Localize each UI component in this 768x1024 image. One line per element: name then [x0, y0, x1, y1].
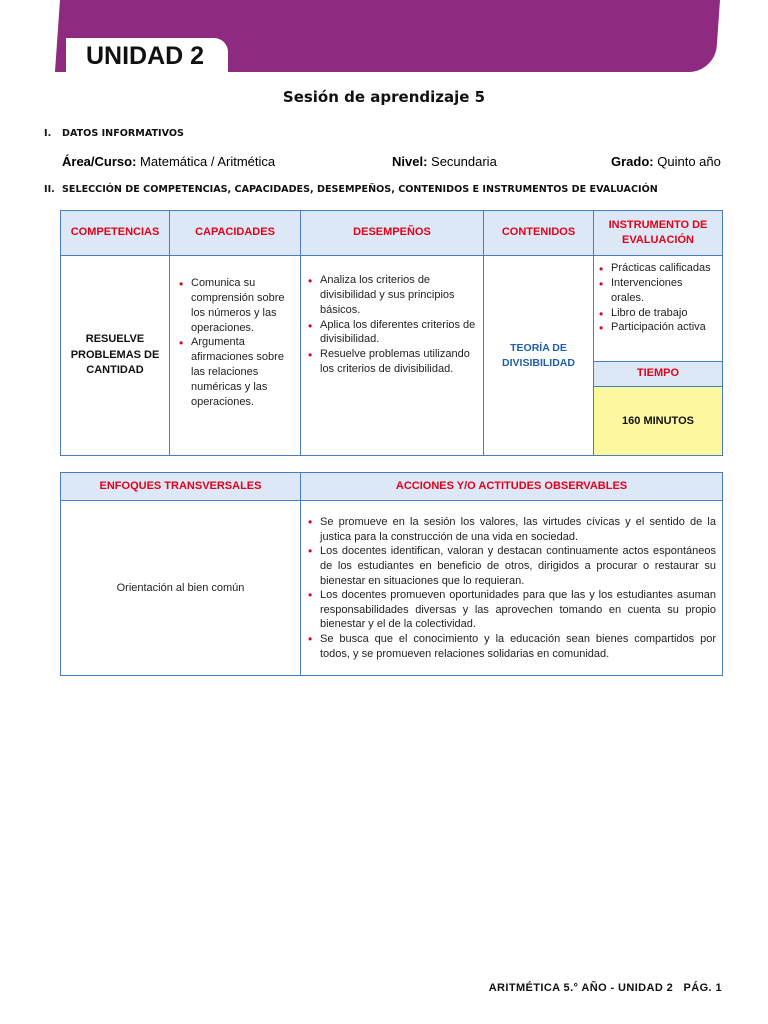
session-title: Sesión de aprendizaje 5: [282, 88, 486, 106]
accion-item: • Los docentes identifican, valoran y destacan continuamente actos espontáneos de los estudiantes en beneficio de otros, dirigidos a procurar o restaurar su bienestar en situaciones que lo requieran.: [307, 544, 716, 588]
grado-value: Quinto año: [657, 154, 721, 169]
instrumento-item: • Participación activa: [598, 320, 718, 335]
accion-item: • Se busca que el conocimiento y la educación sean bienes compartidos por todos, y se promueven relaciones solidarias en comunidad.: [307, 632, 716, 661]
tiempo-header: TIEMPO: [593, 361, 723, 387]
desempenos-cell: [300, 255, 484, 456]
level: [392, 154, 497, 169]
area-course: [62, 154, 275, 169]
section-2-number: II.: [44, 184, 55, 195]
competencies-table: [60, 210, 723, 456]
header-enfoques: ENFOQUES TRANSVERSALES: [60, 472, 301, 501]
header-instrumento: INSTRUMENTO DE EVALUACIÓN: [593, 210, 723, 256]
capacidad-item: • Argumenta afirmaciones sobre las relaciones numéricas y las operaciones.: [178, 335, 294, 409]
contenido-text: TEORÍA DE DIVISIBILIDAD: [502, 341, 575, 369]
section-1-heading: [44, 128, 184, 139]
instrumento-item: • Intervenciones orales.: [598, 276, 718, 306]
acciones-cell: [300, 500, 723, 676]
enfoque-text: Orientación al bien común: [116, 581, 245, 594]
header-desempenos: DESEMPEÑOS: [300, 210, 484, 256]
header-acciones: ACCIONES Y/O ACTITUDES OBSERVABLES: [300, 472, 723, 501]
accion-item: • Se promueve en la sesión los valores, las virtudes cívicas y el sentido de la justica para la construcción de una vida en sociedad.: [307, 515, 716, 544]
instrumento-item: • Libro de trabajo: [598, 306, 718, 321]
section-1-title: DATOS INFORMATIVOS: [62, 128, 184, 139]
section-2-title: SELECCIÓN DE COMPETENCIAS, CAPACIDADES, DESEMPEÑOS, CONTENIDOS E INSTRUMENTOS DE EVALUACIÓN: [62, 184, 658, 195]
nivel-value: Secundaria: [431, 154, 497, 169]
contenido-cell: [483, 255, 594, 456]
transversal-table: [60, 472, 723, 676]
tiempo-value: 160 MINUTOS: [593, 386, 723, 456]
nivel-label: Nivel:: [392, 154, 428, 169]
instrumento-item: • Prácticas calificadas: [598, 261, 718, 276]
section-1-number: I.: [44, 128, 52, 139]
section-2-heading: [44, 184, 658, 195]
info-row: [0, 154, 768, 172]
accion-item: • Los docentes promueven oportunidades para que las y los estudiantes asuman responsabilidades diversas y las aprovechen tomando en cuenta su propio bienestar y el de la colectividad.: [307, 588, 716, 632]
unit-title: UNIDAD 2: [86, 42, 205, 70]
header-capacidades: CAPACIDADES: [169, 210, 301, 256]
grado-label: Grado:: [611, 154, 654, 169]
competencia-cell: RESUELVE PROBLEMAS DE CANTIDAD: [60, 255, 170, 456]
desempeno-item: • Analiza los criterios de divisibilidad y sus principios básicos.: [307, 273, 477, 318]
enfoque-cell: [60, 500, 301, 676]
header-contenidos: CONTENIDOS: [483, 210, 594, 256]
desempeno-item: • Resuelve problemas utilizando los criterios de divisibilidad.: [307, 347, 477, 377]
page-footer: ARITMÉTICA 5.° AÑO - UNIDAD 2 PÁG. 1: [488, 982, 722, 994]
area-value: Matemática / Aritmética: [140, 154, 276, 169]
grade: [611, 154, 721, 169]
capacidades-cell: [169, 255, 301, 456]
area-label: Área/Curso:: [62, 154, 137, 169]
desempeno-item: • Aplica los diferentes criterios de divisibilidad.: [307, 318, 477, 348]
header-competencias: COMPETENCIAS: [60, 210, 170, 256]
capacidad-item: • Comunica su comprensión sobre los números y las operaciones.: [178, 276, 294, 335]
